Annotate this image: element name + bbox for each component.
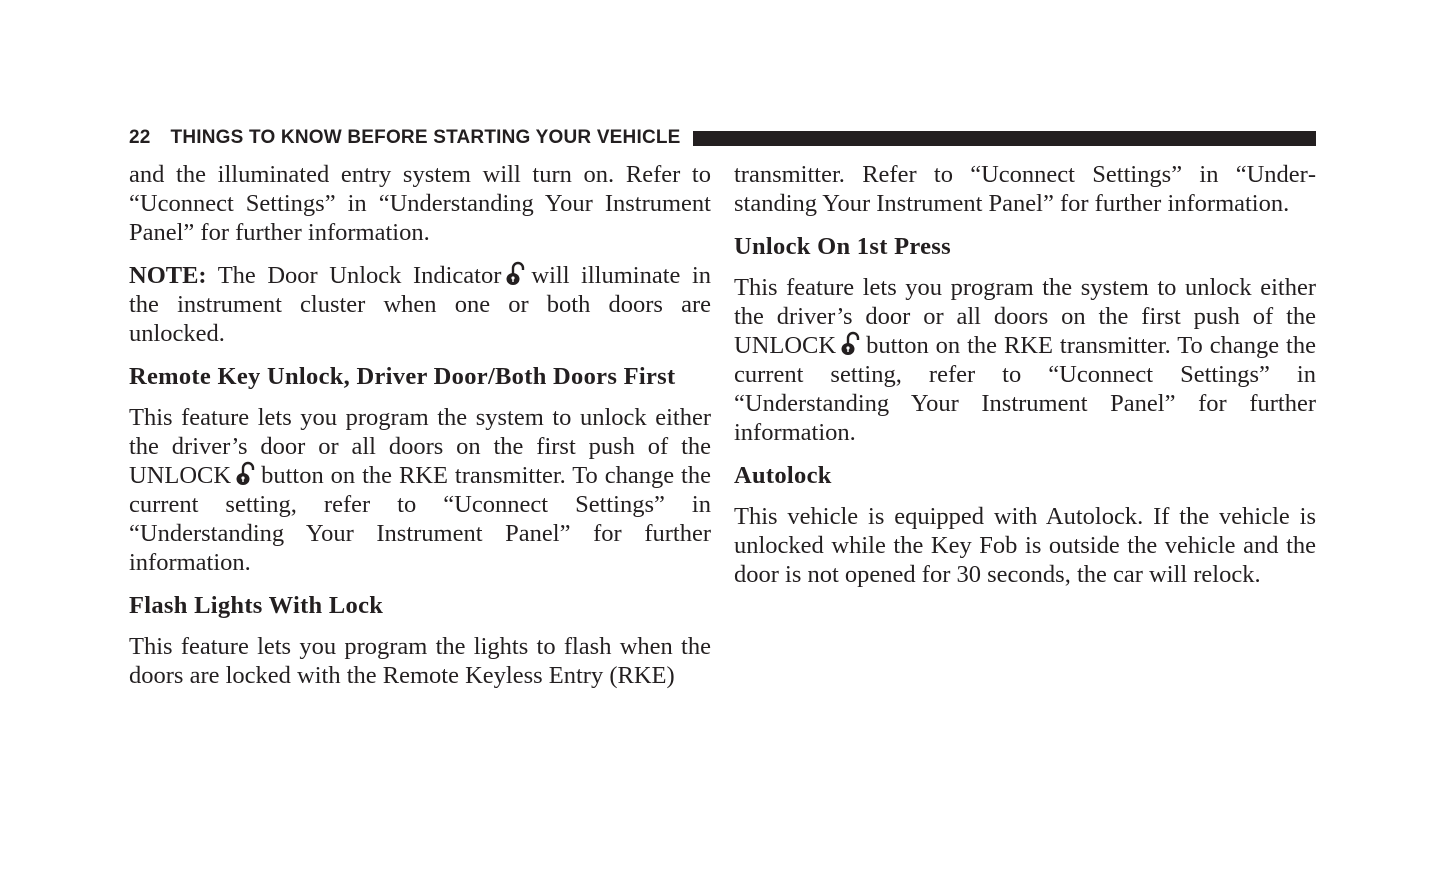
flash-lights-paragraph: This feature lets you program the lights to flash when the doors are locked with the Remote Keyless Entry (RKE) [129, 633, 711, 689]
unlocked-padlock-icon [505, 261, 527, 287]
unlocked-padlock-icon [235, 461, 257, 487]
page-header [129, 126, 1316, 150]
section-title: THINGS TO KNOW BEFORE STARTING YOUR VEHICLE [170, 127, 681, 148]
autolock-paragraph: This vehicle is equipped with Autolock. If the vehicle is unlocked while the Key Fob is outside the vehicle and the door is not opened for 30 seconds, the car will relock. [734, 503, 1316, 588]
unlock-first-press-paragraph [734, 273, 1316, 447]
remote-text-before: This feature lets you program the system to unlock either the driver’s door or all doors on the first push of the UNLOCK [129, 404, 711, 489]
left-column [129, 160, 711, 704]
note-label: NOTE: [129, 262, 207, 289]
note-text-after: will illuminate in the instrument cluster when one or both doors are unlocked. [129, 262, 712, 347]
unlock-text-before: This feature lets you program the system to unlock either the driver’s door or all doors on the first push of the UNLOCK [734, 274, 1316, 359]
intro-paragraph: and the illuminated entry system will turn on. Refer to “Uconnect Settings” in “Understanding Your Instrument Panel” for further information. [129, 161, 711, 246]
remote-key-paragraph [129, 403, 711, 577]
page-number: 22 [129, 127, 151, 148]
header-rule [693, 131, 1316, 146]
heading-remote-key-unlock: Remote Key Unlock, Driver Door/Both Doors First [129, 363, 676, 390]
heading-autolock: Autolock [734, 462, 832, 489]
transmitter-paragraph: transmitter. Refer to “Uconnect Settings” in “Understanding Your Instrument Panel” for further information. [734, 161, 1316, 217]
heading-unlock-first-press: Unlock On 1st Press [734, 233, 951, 260]
unlocked-padlock-icon [840, 331, 862, 357]
note-text-before: The Door Unlock Indicator [217, 262, 502, 289]
note-paragraph [129, 261, 711, 348]
unlock-text-after: button on the RKE transmitter. To change the current setting, refer to “Uconnect Settings” in “Understanding Your Instrument Panel” for further information. [734, 332, 1316, 446]
remote-text-after: button on the RKE transmitter. To change the current setting, refer to “Uconnect Settings” in “Understanding Your Instrument Panel” for further information. [129, 462, 711, 576]
heading-flash-lights: Flash Lights With Lock [129, 592, 384, 619]
right-column [734, 160, 1316, 603]
